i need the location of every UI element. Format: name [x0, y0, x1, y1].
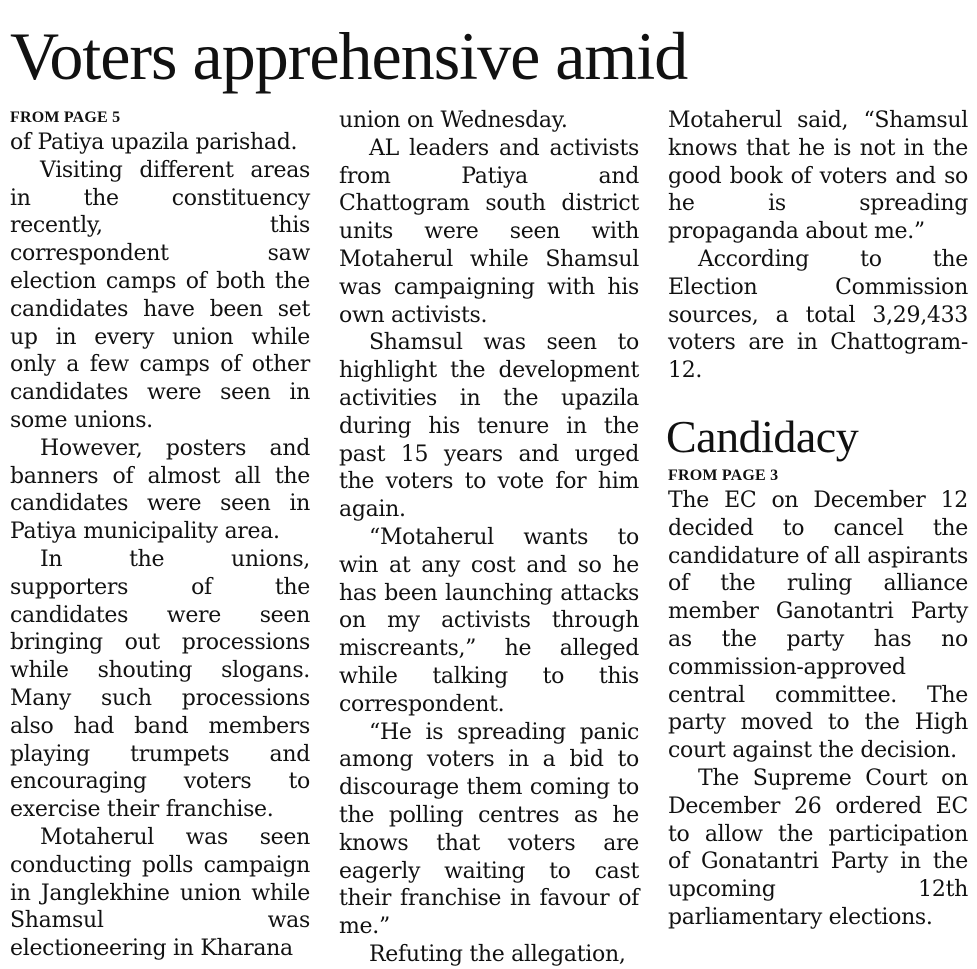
paragraph: Shamsul was seen to highlight the development activities in the upazila during his tenure in the past 15 years and urged the voters to vote for him again.: [339, 330, 639, 523]
paragraph: Visiting different areas in the constituency recently, this correspondent saw election camps of both the candidates have been set up in every union while only a few camps of other candidates were seen in some unions.: [10, 157, 310, 433]
paragraph: According to the Election Commission sources, a total 3,29,433 voters are in Chattogram-12.: [668, 246, 968, 384]
candidacy-headline: Candidacy: [666, 410, 859, 462]
column-1: [10, 107, 310, 963]
paragraph: AL leaders and activists from Patiya and Chattogram south district units were seen with Motaherul while Shamsul was campaigning with his own activists.: [339, 135, 639, 328]
column-2: [339, 107, 639, 969]
paragraph: The Supreme Court on December 26 ordered EC to allow the participation of Gonatantri Party in the upcoming 12th parliamentary elections.: [668, 765, 968, 930]
paragraph: Motaherul was seen conducting polls campaign in Janglekhine union while Shamsul was electioneering in Kharana: [10, 824, 310, 962]
paragraph: Refuting the allegation,: [369, 941, 626, 967]
column-3: [668, 107, 968, 932]
paragraph: Motaherul said, “Shamsul knows that he is not in the good book of voters and so he is spreading propaganda about me.”: [668, 108, 968, 245]
jump-label: FROM PAGE 3: [668, 466, 779, 484]
paragraph: However, posters and banners of almost all the candidates were seen in Patiya municipality area.: [10, 435, 310, 545]
headline: Voters apprehensive amid: [10, 18, 688, 94]
paragraph: union on Wednesday.: [339, 108, 568, 133]
paragraph: “He is spreading panic among voters in a bid to discourage them coming to the polling centres as he knows that voters are eagerly waiting to cast their franchise in favour of me.”: [339, 719, 639, 940]
paragraph: The EC on December 12 decided to cancel the candidature of all aspirants of the ruling alliance member Ganotantri Party as the party has no commission-approved central committee. The party moved to the High court against the decision.: [668, 487, 968, 764]
paragraph: In the unions, supporters of the candidates were seen bringing out processions while shouting slogans. Many such processions also had band members playing trumpets and encouraging voters to exercise their franchise.: [10, 546, 310, 823]
paragraph: “Motaherul wants to win at any cost and so he has been launching attacks on my activists through miscreants,” he alleged while talking to this correspondent.: [339, 524, 639, 717]
jump-label: FROM PAGE 5: [10, 109, 121, 126]
paragraph: of Patiya upazila parishad.: [10, 130, 298, 155]
